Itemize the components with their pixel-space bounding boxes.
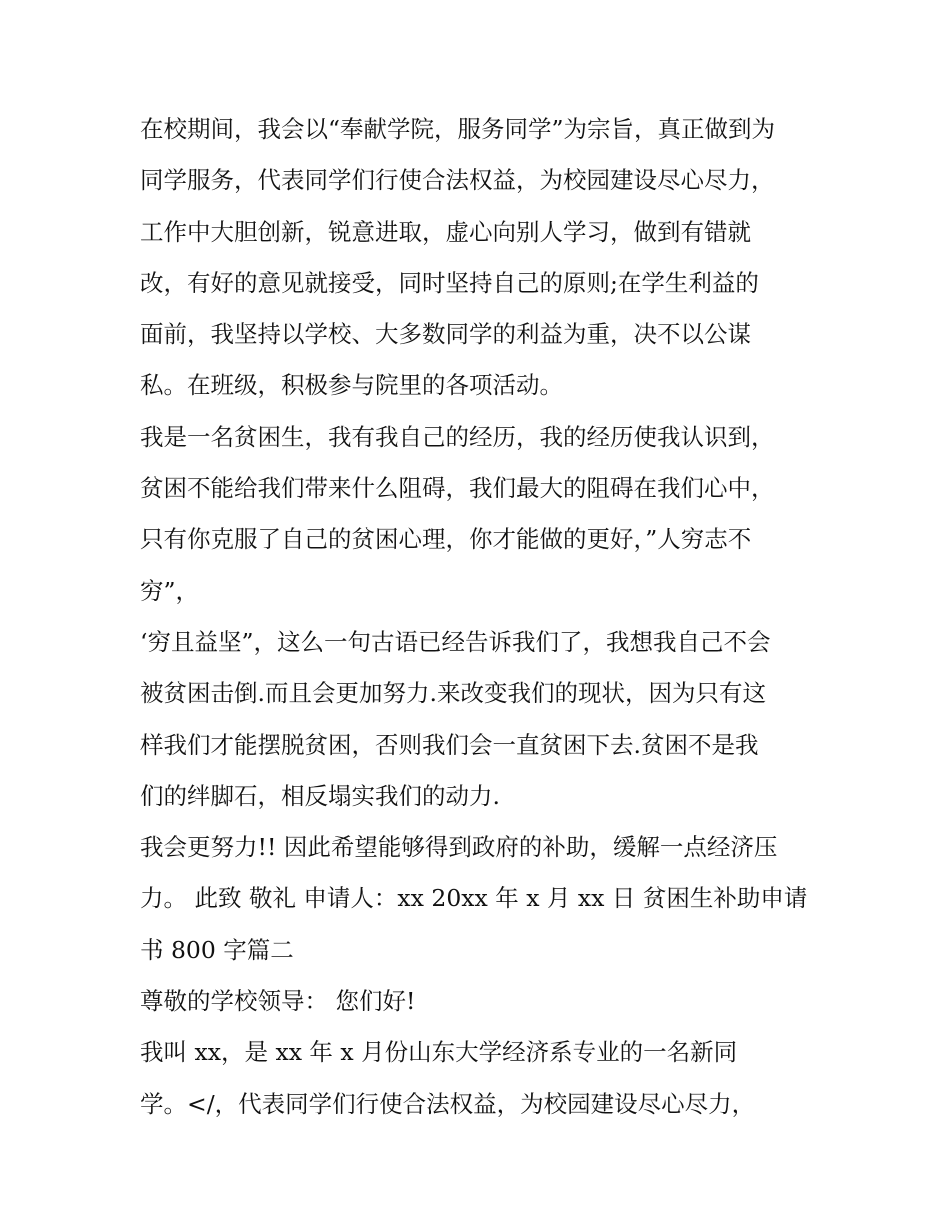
text-line: 只有你克服了自己的贫困心理，你才能做的更好，”人穷志不 xyxy=(140,525,752,554)
text-line: 力。 此致 敬礼 申请人：xx 20xx 年 x 月 xx 日 贫困生补助申请 xyxy=(140,884,808,913)
text-line: 我叫 xx，是 xx 年 x 月份山东大学经济系专业的一名新同 xyxy=(140,1038,738,1067)
document-body xyxy=(140,104,820,1130)
text-line: 们的绊脚石，相反塌实我们的动力. xyxy=(140,781,500,810)
text-line: 改，有好的意见就接受，同时坚持自己的原则;在学生利益的 xyxy=(140,268,759,297)
text-line: 学。</，代表同学们行使合法权益，为校园建设尽心尽力， xyxy=(140,1089,756,1118)
text-line: 穷”， xyxy=(140,576,200,605)
text-line: ‘穷且益坚”，这么一句古语已经告诉我们了，我想我自己不会 xyxy=(140,627,771,656)
text-line: 贫困不能给我们带来什么阻碍，我们最大的阻碍在我们心中， xyxy=(140,474,775,503)
text-line: 尊敬的学校领导： 您们好! xyxy=(140,987,416,1016)
text-line: 我会更努力!! 因此希望能够得到政府的补助，缓解一点经济压 xyxy=(140,833,778,862)
text-line: 被贫困击倒.而且会更加努力.来改变我们的现状，因为只有这 xyxy=(140,679,766,708)
text-line: 同学服务，代表同学们行使合法权益，为校园建设尽心尽力， xyxy=(140,166,775,195)
text-line: 工作中大胆创新，锐意进取，虚心向别人学习，做到有错就 xyxy=(140,217,751,246)
text-line: 样我们才能摆脱贫困，否则我们会一直贫困下去.贫困不是我 xyxy=(140,730,759,759)
text-line: 书 800 字篇二 xyxy=(140,935,294,964)
text-line: 私。在班级，积极参与院里的各项活动。 xyxy=(140,371,563,400)
text-line: 面前，我坚持以学校、大多数同学的利益为重，决不以公谋 xyxy=(140,320,751,349)
text-line: 在校期间，我会以“奉献学院，服务同学”为宗旨，真正做到为 xyxy=(140,115,776,143)
text-line: 我是一名贫困生，我有我自己的经历，我的经历使我认识到， xyxy=(140,422,775,451)
